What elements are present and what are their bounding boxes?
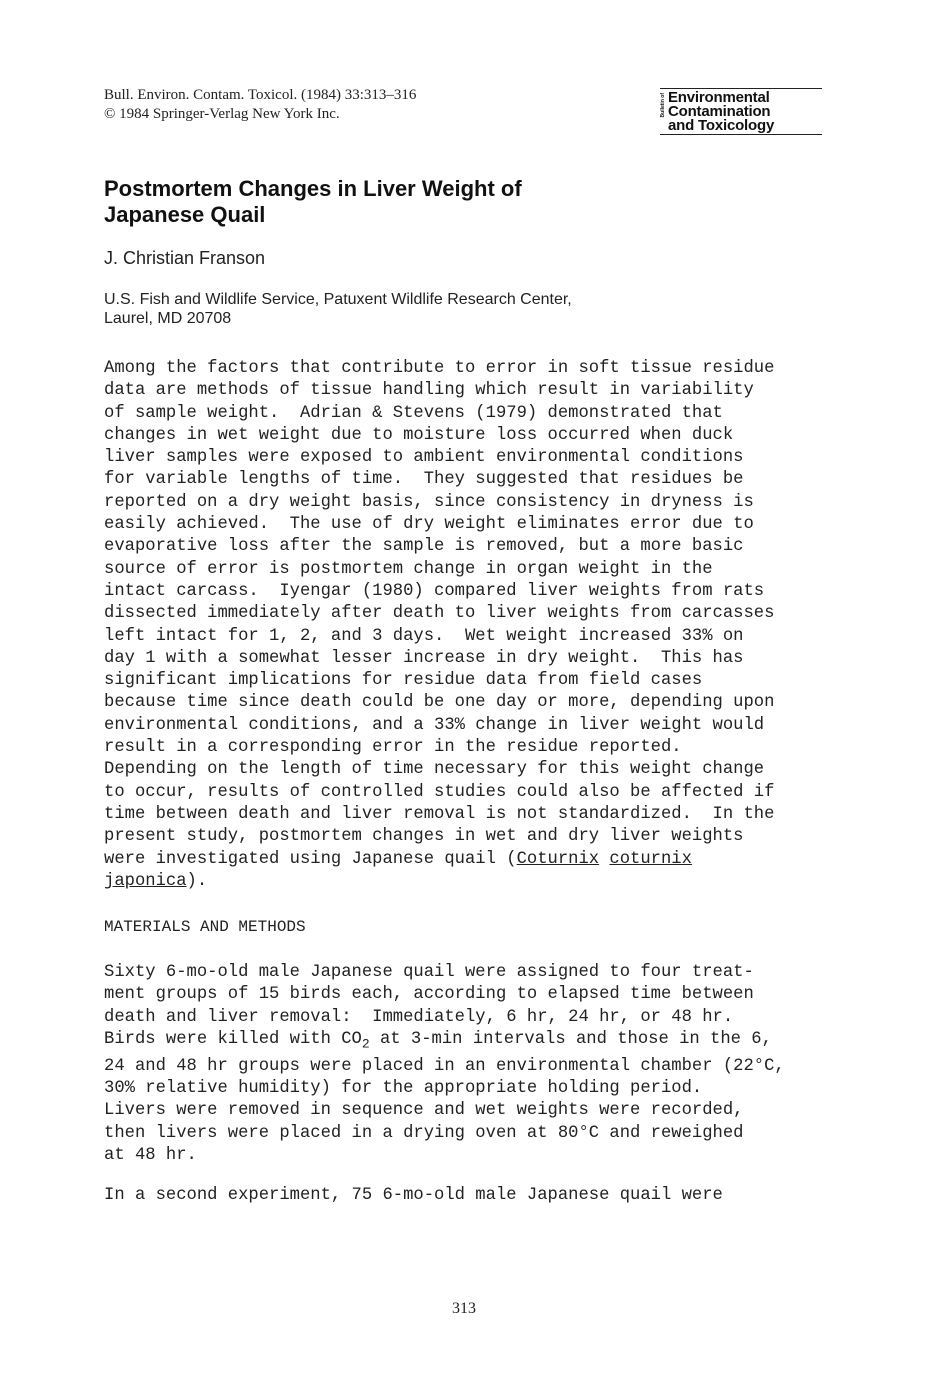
logo-prefix: Bulletin of: [660, 93, 666, 118]
text-line: day 1 with a somewhat lesser increase in dry weight. This has: [104, 648, 744, 668]
logo-line-3: and Toxicology: [668, 117, 775, 134]
text-line: significant implications for residue data from field cases: [104, 671, 703, 691]
text-line: Depending on the length of time necessary for this weight change: [104, 760, 765, 780]
article-title: [104, 176, 522, 228]
text-line: environmental conditions, and a 33% change in liver weight would: [104, 715, 765, 735]
affiliation-line-1: U.S. Fish and Wildlife Service, Patuxent Wildlife Research Center,: [104, 291, 572, 308]
text-line: to occur, results of controlled studies could also be affected if: [104, 782, 775, 802]
species-subspecies: japonica: [104, 871, 187, 891]
citation-line-2: © 1984 Springer-Verlag New York Inc.: [104, 106, 340, 122]
text-line: dissected immediately after death to liver weights from carcasses: [104, 604, 775, 624]
text-line: for variable lengths of time. They suggested that residues be: [104, 470, 744, 490]
text-line: easily achieved. The use of dry weight eliminates error due to: [104, 515, 754, 535]
text-line: liver samples were exposed to ambient environmental conditions: [104, 448, 744, 468]
text-line: reported on a dry weight basis, since consistency in dryness is: [104, 492, 754, 512]
text-line: at 48 hr.: [104, 1145, 197, 1165]
text-line: intact carcass. Iyengar (1980) compared liver weights from rats: [104, 581, 765, 601]
text-line: Among the factors that contribute to error in soft tissue residue: [104, 359, 775, 378]
text-line: death and liver removal: Immediately, 6 hr, 24 hr, or 48 hr.: [104, 1007, 734, 1027]
text-line: present study, postmortem changes in wet and dry liver weights: [104, 827, 744, 847]
text-line: Sixty 6-mo-old male Japanese quail were assigned to four treat-: [104, 963, 754, 982]
text-line: source of error is postmortem change in organ weight in the: [104, 559, 713, 579]
affiliation: [104, 290, 572, 328]
author-name: J. Christian Franson: [104, 248, 266, 268]
methods-paragraph-2: In a second experiment, 75 6-mo-old male Japanese quail were: [104, 1186, 723, 1205]
species-genus: Coturnix: [516, 849, 600, 869]
citation-line-1: Bull. Environ. Contam. Toxicol. (1984) 33:313–316: [104, 87, 417, 103]
journal-citation: [104, 86, 416, 124]
text-line: result in a corresponding error in the residue reported.: [104, 738, 682, 758]
text-line: time between death and liver removal is not standardized. In the: [104, 804, 775, 824]
text-line: Birds were killed with $CO_2$ at 3-min intervals and those in the 6,: [104, 1029, 772, 1052]
text-line: Livers were removed in sequence and wet weights were recorded,: [104, 1101, 744, 1121]
title-line-2: Japanese Quail: [104, 202, 266, 227]
journal-logo: [660, 88, 822, 135]
section-heading-methods: MATERIALS AND METHODS: [104, 918, 306, 936]
text-line: were investigated using Japanese quail (Coturnix coturnix: [104, 849, 692, 869]
text-line: changes in wet weight due to moisture loss occurred when duck: [104, 425, 734, 445]
text-line: left intact for 1, 2, and 3 days. Wet weight increased 33% on: [104, 626, 744, 646]
text-line: because time since death could be one day or more, depending upon: [104, 693, 775, 713]
logo-line-1: Environmental: [668, 89, 770, 106]
page-number: 313: [452, 1300, 476, 1317]
text-line: 24 and 48 hr groups were placed in an environmental chamber (22°C,: [104, 1056, 785, 1076]
species-name: coturnix: [609, 849, 692, 869]
text-line: ment groups of 15 birds each, according to elapsed time between: [104, 985, 754, 1005]
text-line: evaporative loss after the sample is removed, but a more basic: [104, 537, 744, 557]
affiliation-line-2: Laurel, MD 20708: [104, 310, 232, 327]
title-line-1: Postmortem Changes in Liver Weight of: [104, 176, 522, 201]
text-line: japonica).: [104, 871, 208, 891]
text-line: data are methods of tissue handling which result in variability: [104, 381, 754, 401]
methods-paragraph-1: [104, 962, 785, 1167]
intro-paragraph: [104, 358, 774, 893]
text-line: 30% relative humidity) for the appropriate holding period.: [104, 1078, 703, 1098]
text-line: then livers were placed in a drying oven at 80°C and reweighed: [104, 1123, 744, 1143]
logo-line-2: Contamination: [668, 103, 771, 120]
text-line: of sample weight. Adrian & Stevens (1979) demonstrated that: [104, 403, 723, 423]
